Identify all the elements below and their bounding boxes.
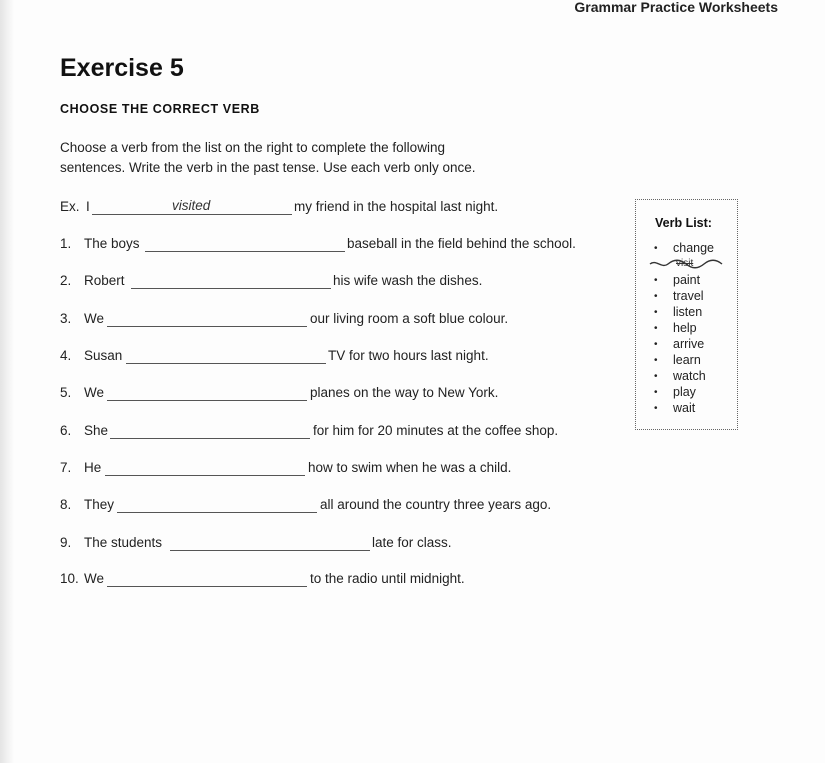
example-subject: I: [86, 199, 90, 214]
bullet-icon: •: [654, 355, 658, 366]
bullet-icon: •: [654, 243, 658, 254]
page-edge-shadow: [0, 0, 14, 763]
answer-blank[interactable]: [126, 363, 326, 364]
bullet-icon: •: [654, 387, 658, 398]
sentence-number: 9.: [60, 535, 72, 550]
verb-item: help: [673, 321, 697, 335]
sentence-rest: planes on the way to New York.: [310, 385, 499, 400]
verb-item: arrive: [673, 337, 705, 351]
answer-blank[interactable]: [107, 586, 307, 587]
sentence-number: 3.: [60, 311, 72, 326]
bullet-icon: •: [654, 403, 658, 414]
sentence-number: 7.: [60, 460, 72, 475]
sentence-rest: our living room a soft blue colour.: [310, 311, 509, 326]
sentence-subject: The boys: [84, 236, 140, 251]
verb-list-title: Verb List:: [655, 216, 712, 230]
example-answer: visited: [172, 198, 211, 213]
example-label: Ex.: [60, 199, 80, 214]
sentence-rest: all around the country three years ago.: [320, 497, 552, 512]
verb-item: travel: [673, 289, 704, 303]
bullet-icon: •: [654, 291, 658, 302]
verb-item: watch: [673, 369, 706, 383]
sentence-number: 2.: [60, 273, 72, 288]
bullet-icon: •: [654, 275, 658, 286]
sentence-subject: He: [84, 460, 102, 475]
sentence-number: 1.: [60, 236, 72, 251]
example-blank: [92, 214, 292, 215]
sentence-rest: for him for 20 minutes at the coffee shop.: [313, 423, 559, 438]
verb-list-box: [635, 199, 738, 430]
answer-blank[interactable]: [117, 512, 317, 513]
sentence-number: 6.: [60, 423, 72, 438]
sentence-subject: Susan: [84, 348, 123, 363]
sentence-number: 10.: [60, 571, 79, 586]
verb-item: play: [673, 385, 696, 399]
section-title: CHOOSE THE CORRECT VERB: [60, 102, 260, 116]
sentence-subject: We: [84, 385, 105, 400]
sentence-subject: Robert: [84, 273, 125, 288]
sentence-rest: TV for two hours last night.: [328, 348, 489, 363]
sentence-subject: They: [84, 497, 115, 512]
answer-blank[interactable]: [145, 251, 345, 252]
sentence-number: 5.: [60, 385, 72, 400]
bullet-icon: •: [654, 323, 658, 334]
sentence-subject: We: [84, 311, 105, 326]
verb-item: learn: [673, 353, 701, 367]
exercise-title: Exercise 5: [60, 54, 184, 82]
sentence-rest: baseball in the field behind the school.: [347, 236, 576, 251]
verb-item: wait: [673, 401, 696, 415]
answer-blank[interactable]: [170, 550, 370, 551]
instructions: Choose a verb from the list on the right to complete the following sentences. Write the verb in the past tense. Use each verb only once.: [60, 140, 476, 175]
answer-blank[interactable]: [110, 438, 310, 439]
sentence-number: 4.: [60, 348, 72, 363]
bullet-icon: •: [654, 339, 658, 350]
sentence-rest: to the radio until midnight.: [310, 571, 465, 586]
sentence-rest: his wife wash the dishes.: [333, 273, 483, 288]
verb-item: listen: [673, 305, 703, 319]
sentence-rest: late for class.: [372, 535, 452, 550]
answer-blank[interactable]: [105, 475, 305, 476]
sentence-subject: We: [84, 571, 105, 586]
example-rest: my friend in the hospital last night.: [294, 199, 499, 214]
worksheet-header: Grammar Practice Worksheets: [574, 0, 778, 15]
sentence-subject: The students: [84, 535, 163, 550]
verb-item: paint: [673, 273, 701, 287]
answer-blank[interactable]: [107, 400, 307, 401]
answer-blank[interactable]: [107, 326, 307, 327]
sentence-number: 8.: [60, 497, 72, 512]
sentence-subject: She: [84, 423, 109, 438]
bullet-icon: •: [654, 371, 658, 382]
sentence-rest: how to swim when he was a child.: [308, 460, 512, 475]
answer-blank[interactable]: [131, 288, 331, 289]
verb-item: change: [673, 241, 715, 255]
bullet-icon: •: [654, 307, 658, 318]
crossed-out-verb: visit: [676, 258, 694, 269]
